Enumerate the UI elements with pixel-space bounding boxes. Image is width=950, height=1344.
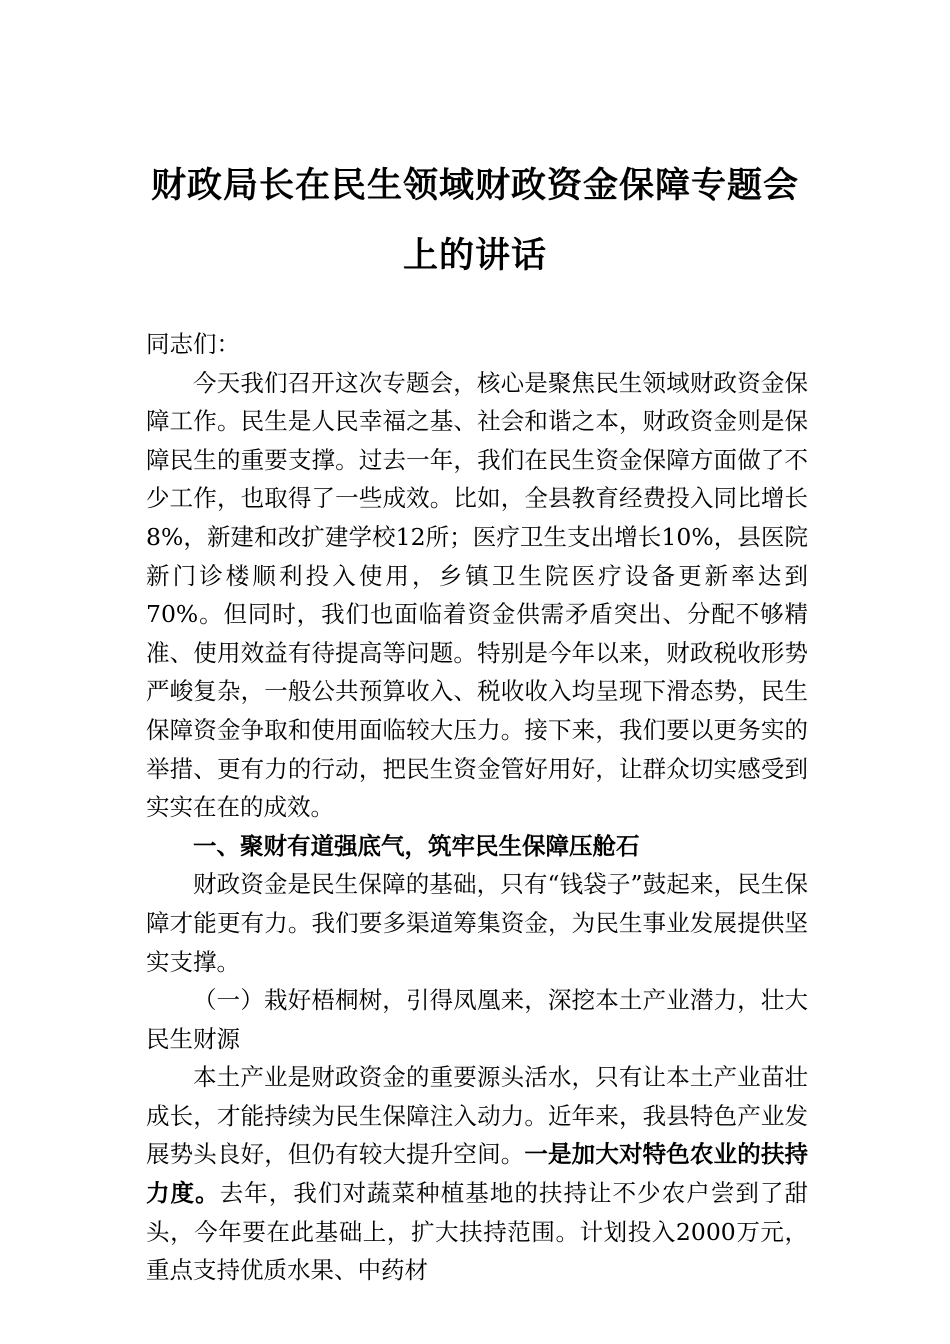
document-body [146, 325, 808, 1290]
subsection-1-bold-point: 一是加大对特色农业的扶持力度。 [146, 1140, 809, 1208]
document-title-line-1: 财政局长在民生领域财政资金保障专题会 [150, 166, 799, 206]
subsection-1-text-b: 去年，我们对蔬菜种植基地的扶持让不少农户尝到了甜头，今年要在此基础上，扩大扶持范围。计划投入2000万元，重点支持优质水果、中药材 [146, 1179, 809, 1285]
section-1-paragraph: 财政资金是民生保障的基础，只有“钱袋子”鼓起来，民生保障才能更有力。我们要多渠道筹集资金，为民生事业发展提供坚实支撑。 [146, 870, 808, 976]
intro-paragraph: 今天我们召开这次专题会，核心是聚焦民生领域财政资金保障工作。民生是人民幸福之基、社会和谐之本，财政资金则是保障民生的重要支撑。过去一年，我们在民生资金保障方面做了不少工作，也取得了一些成效。比如，全县教育经费投入同比增长8%，新建和改扩建学校12所；医疗卫生支出增长10%，县医院新门诊楼顺利投入使用，乡镇卫生院医疗设备更新率达到70%。但同时，我们也面临着资金供需矛盾突出、分配不够精准、使用效益有待提高等问题。特别是今年以来，财政税收形势严峻复杂，一般公共预算收入、税收收入均呈现下滑态势，民生保障资金争取和使用面临较大压力。接下来，我们要以更务实的举措、更有力的行动，把民生资金管好用好，让群众切实感受到实实在在的成效。 [146, 368, 808, 822]
subsection-1-heading: （一）栽好梧桐树，引得凤凰来，深挖本土产业潜力，壮大民生财源 [146, 986, 808, 1053]
subsection-1-paragraph [146, 1058, 808, 1290]
salutation: 同志们： [146, 330, 240, 358]
section-1-heading: 一、聚财有道强底气，筑牢民生保障压舱石 [193, 831, 640, 860]
document-title-line-2: 上的讲话 [402, 236, 547, 276]
subsection-1-text-a: 本土产业是财政资金的重要源头活水，只有让本土产业苗壮成长，才能持续为民生保障注入动力。近年来，我县特色产业发展势头良好，但仍有较大提升空间。 [146, 1063, 808, 1169]
